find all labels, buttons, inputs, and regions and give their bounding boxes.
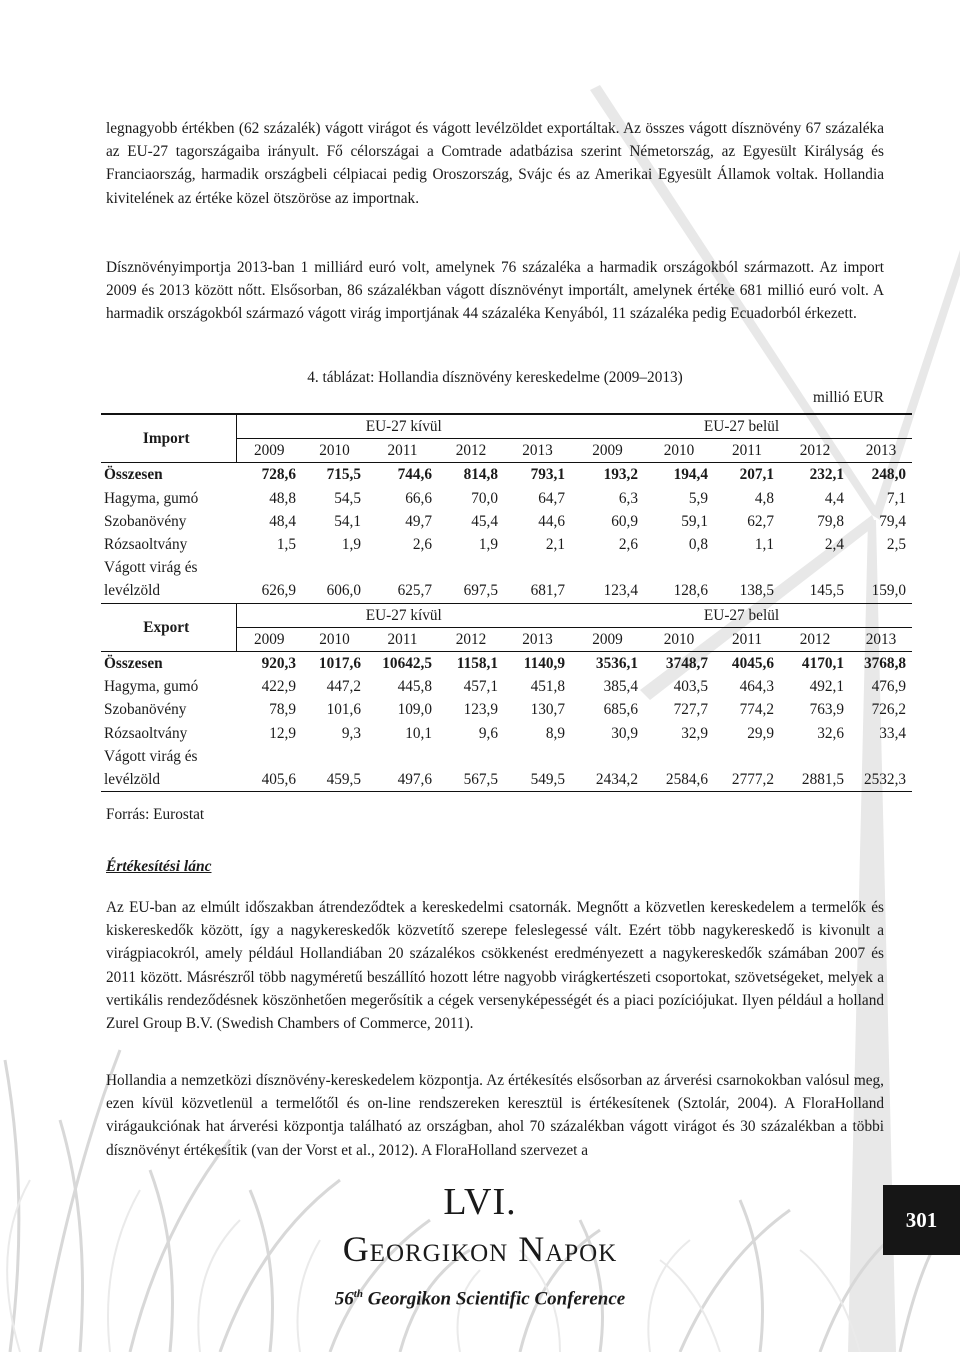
table-cell: 30,9 (611, 724, 638, 742)
table-row (101, 652, 912, 676)
table-cell: 405,6 (236, 768, 302, 792)
table-cell: 457,1 (463, 678, 498, 696)
table-cell: 464,3 (739, 678, 774, 696)
table-cell: 123,9 (463, 701, 498, 719)
table-row (101, 579, 912, 603)
table-cell: 130,7 (530, 701, 565, 719)
table-cell: 33,4 (879, 724, 907, 742)
row-label: Hagyma, gumó (104, 489, 199, 507)
table-cell: 70,0 (471, 489, 498, 507)
table-cell: 5,9 (688, 489, 708, 507)
table-row (101, 698, 912, 721)
table-row (101, 675, 912, 698)
row-label: Összesen (101, 463, 236, 487)
table-cell: 4045,6 (731, 655, 774, 673)
table-cell: 54,5 (334, 489, 361, 507)
table-cell: 7,1 (886, 489, 907, 507)
group-outside-eu: EU-27 kívül (236, 414, 571, 439)
table-cell: 29,9 (747, 724, 774, 742)
table-cell: 492,1 (809, 678, 844, 696)
year-header: 2013 (504, 627, 571, 651)
import-header: Import (101, 414, 236, 463)
table-cell: 9,3 (341, 724, 361, 742)
row-label: Hagyma, gumó (104, 678, 199, 696)
table-cell: 59,1 (681, 512, 708, 530)
table-cell: 145,5 (780, 579, 850, 603)
paragraph-sales-channels: Az EU-ban az elmúlt időszakban átrendeződtek a kereskedelmi csatornák. Megnőtt a közvetlen kereskedelem a termelők és kiskereskedők között, így a nagykereskedők közvetítő szerepe feleslegessé vált. Ezért több nagykereskedő is kivonult a virágpiacokról, amely például Hollandiában 20 százalékos csökkenést eredményezett a nagykereskedők számában 2007 és 2011 között. Másrészről több nagyméretű beszállító hozott létre nagyobb virágkertészeti csoportokat, szövetségeket, melyek a vertikális rendeződésnek köszönhetően megerősítik a cégek versenyképességét és a piaci pozíciójukat. Ilyen például a holland Zurel Group B.V. (Swedish Chambers of Commerce, 2011). (106, 899, 884, 1033)
table-cell: 4,4 (824, 489, 844, 507)
row-label: Vágott virág és (104, 747, 198, 765)
table-cell: 1,5 (276, 536, 296, 554)
trade-table (101, 413, 912, 792)
paragraph-export-summary: legnagyobb értékben (62 százalék) vágott virágot és vágott levélzöldet exportáltak. Az összes vágott dísznövény 67 százaléka az EU-27 tagországaiba irányult. Fő célországai a Comtrade adatbázisa szerint Németország, az Egyesült Királyság és Franciaország, harmadik országbeli célpiacai pedig Oroszország, Svájc és az Amerikai Egyesült Államok voltak. Hollandia kivitelének az értéke közel ötszöröse az importnak. (106, 120, 884, 207)
table-cell: 6,3 (618, 489, 638, 507)
table-cell: 697,5 (438, 579, 504, 603)
page-number: 301 (883, 1185, 960, 1255)
paragraph-auction: Hollandia a nemzetközi dísznövény-kereskedelem központja. Az értékesítés elsősorban az árverési csarnokokban valósul meg, ezen kívül közvetlenül a termelőtől és on-line rendszereken keresztül is értékesítenek (Sztolár, 2004). A FloraHolland virágaukciónak hat árverési központja található az országban, ahol 70 százalékban vágott virágot és 30 százalékban a többi dísznövényt értékesítik (van der Vorst et al., 2012). A FloraHolland szervezet a (106, 1072, 884, 1159)
table-cell: 101,6 (326, 701, 361, 719)
table-cell: 232,1 (809, 466, 844, 484)
table-cell: 715,5 (326, 466, 361, 484)
table-cell: 606,0 (302, 579, 367, 603)
table-cell: 159,0 (850, 579, 912, 603)
footer-edition-suffix: th (353, 1288, 363, 1300)
table-cell: 793,1 (530, 466, 565, 484)
table-cell: 2532,3 (850, 768, 912, 792)
row-label: Vágott virág és (104, 559, 198, 577)
table-cell: 685,6 (603, 701, 638, 719)
row-label: Rózsaoltvány (104, 724, 188, 742)
table-cell: 48,4 (269, 512, 296, 530)
table-cell: 48,8 (269, 489, 296, 507)
table-cell: 1017,6 (318, 655, 361, 673)
year-header: 2010 (302, 627, 367, 651)
table-cell: 194,4 (673, 466, 708, 484)
year-header: 2010 (644, 627, 714, 651)
table-cell: 44,6 (538, 512, 565, 530)
table-row (101, 533, 912, 556)
table-cell: 66,6 (405, 489, 432, 507)
footer-edition-number: 56 (334, 1288, 354, 1310)
table-cell: 207,1 (739, 466, 774, 484)
table-row-label-line (101, 556, 912, 579)
table-cell: 549,5 (504, 768, 571, 792)
table-cell: 64,7 (538, 489, 565, 507)
table-cell: 54,1 (334, 512, 361, 530)
table-cell: 60,9 (611, 512, 638, 530)
table-cell: 403,5 (673, 678, 708, 696)
table-cell: 1,9 (341, 536, 361, 554)
table-cell: 45,4 (471, 512, 498, 530)
table-cell: 9,6 (478, 724, 498, 742)
table-cell: 79,4 (879, 512, 907, 530)
paragraph-import-summary: Dísznövényimportja 2013-ban 1 milliárd euró volt, amelynek 76 százaléka a harmadik országokból származott. Az import 2009 és 2013 között nőtt. Elsősorban, 86 százalékban vágott dísznövényt importált, amelynek értéke 681 millió euró volt. A harmadik országokból származó vágott virág importjának 44 százaléka Kenyából, 11 százaléka pedig Ecuadorból érkezett. (106, 259, 884, 323)
table-cell: 2584,6 (644, 768, 714, 792)
table-cell: 422,9 (261, 678, 296, 696)
table-cell: 681,7 (504, 579, 571, 603)
group-inside-eu: EU-27 belül (703, 606, 780, 624)
footer-conference-name: Georgikon Napok (342, 1229, 618, 1269)
table-cell: 4,8 (754, 489, 774, 507)
table-cell: 2,6 (618, 536, 638, 554)
table-row-label-line (101, 745, 912, 768)
table-cell: 3536,1 (595, 655, 638, 673)
table-cell: 626,9 (236, 579, 302, 603)
table-cell: 0,8 (688, 536, 708, 554)
table-cell: 12,9 (269, 724, 296, 742)
table-cell: 2,5 (886, 536, 907, 554)
table-cell: 2,1 (545, 536, 565, 554)
import-group-header-row (101, 414, 912, 439)
year-header: 2013 (850, 627, 912, 651)
table-cell: 920,3 (261, 655, 296, 673)
table-cell: 774,2 (739, 701, 774, 719)
table-cell: 1158,1 (456, 655, 498, 673)
table-cell: 32,6 (817, 724, 844, 742)
footer-roman-numeral: LVI. (443, 1181, 517, 1223)
footer-conference-subtitle (0, 1288, 960, 1310)
footer-subtitle-text: Georgikon Scientific Conference (362, 1288, 626, 1310)
table-cell: 476,9 (871, 678, 907, 696)
year-header: 2009 (571, 439, 644, 463)
table-cell: 49,7 (405, 512, 432, 530)
group-inside-eu: EU-27 belül (571, 414, 912, 439)
table-cell: 2881,5 (780, 768, 850, 792)
year-header: 2009 (236, 439, 302, 463)
table-cell: 8,9 (545, 724, 565, 742)
table-cell: 459,5 (302, 768, 367, 792)
table-cell: 248,0 (871, 466, 907, 484)
table-cell: 726,2 (871, 701, 907, 719)
row-label: Összesen (101, 652, 236, 676)
table-cell: 128,6 (644, 579, 714, 603)
table-caption: 4. táblázat: Hollandia dísznövény kereskedelme (2009–2013) (307, 369, 683, 386)
table-cell: 2434,2 (571, 768, 644, 792)
row-label: levélzöld (101, 768, 236, 792)
year-header: 2011 (714, 439, 780, 463)
year-header: 2012 (780, 439, 850, 463)
table-source: Forrás: Eurostat (106, 806, 205, 823)
year-header: 2009 (236, 627, 302, 651)
table-cell: 193,2 (603, 466, 638, 484)
table-cell: 763,9 (809, 701, 844, 719)
table-cell: 32,9 (681, 724, 708, 742)
table-cell: 62,7 (747, 512, 774, 530)
section-title: Értékesítési lánc (106, 858, 212, 875)
table-row (101, 768, 912, 792)
row-label: Rózsaoltvány (104, 536, 188, 554)
table-cell: 497,6 (367, 768, 438, 792)
table-cell: 744,6 (397, 466, 432, 484)
group-outside-eu: EU-27 kívül (236, 603, 571, 627)
table-cell: 10,1 (405, 724, 432, 742)
table-cell: 109,0 (397, 701, 432, 719)
table-cell: 728,6 (261, 466, 296, 484)
table-cell: 78,9 (269, 701, 296, 719)
table-cell: 814,8 (463, 466, 498, 484)
year-header: 2011 (367, 627, 438, 651)
row-label: levélzöld (101, 579, 236, 603)
table-cell: 2,4 (824, 536, 844, 554)
row-label: Szobanövény (104, 701, 187, 719)
table-cell: 1140,9 (523, 655, 565, 673)
table-cell: 2777,2 (714, 768, 780, 792)
table-cell: 123,4 (571, 579, 644, 603)
year-header: 2010 (644, 439, 714, 463)
table-cell: 625,7 (367, 579, 438, 603)
year-header: 2012 (438, 439, 504, 463)
year-header: 2009 (571, 627, 644, 651)
year-header: 2010 (302, 439, 367, 463)
year-header: 2011 (714, 627, 780, 651)
table-row (101, 722, 912, 745)
table-cell: 727,7 (673, 701, 708, 719)
year-header: 2012 (438, 627, 504, 651)
table-row (101, 463, 912, 487)
table-row (101, 510, 912, 533)
table-unit: millió EUR (813, 389, 884, 406)
table-cell: 138,5 (714, 579, 780, 603)
table-cell: 385,4 (603, 678, 638, 696)
export-group-header-row (101, 603, 912, 627)
year-header: 2012 (780, 627, 850, 651)
table-cell: 2,6 (412, 536, 432, 554)
table-cell: 79,8 (817, 512, 844, 530)
table-row (101, 487, 912, 510)
year-header: 2013 (504, 439, 571, 463)
export-header: Export (143, 618, 190, 636)
table-cell: 445,8 (397, 678, 432, 696)
table-cell: 451,8 (530, 678, 565, 696)
year-header: 2011 (367, 439, 438, 463)
year-header: 2013 (850, 439, 912, 463)
table-cell: 1,1 (754, 536, 774, 554)
table-cell: 567,5 (438, 768, 504, 792)
table-cell: 3768,8 (863, 655, 907, 673)
table-cell: 4170,1 (801, 655, 844, 673)
table-cell: 10642,5 (382, 655, 432, 673)
table-cell: 3748,7 (665, 655, 708, 673)
row-label: Szobanövény (104, 512, 187, 530)
table-cell: 1,9 (478, 536, 498, 554)
table-cell: 447,2 (326, 678, 361, 696)
